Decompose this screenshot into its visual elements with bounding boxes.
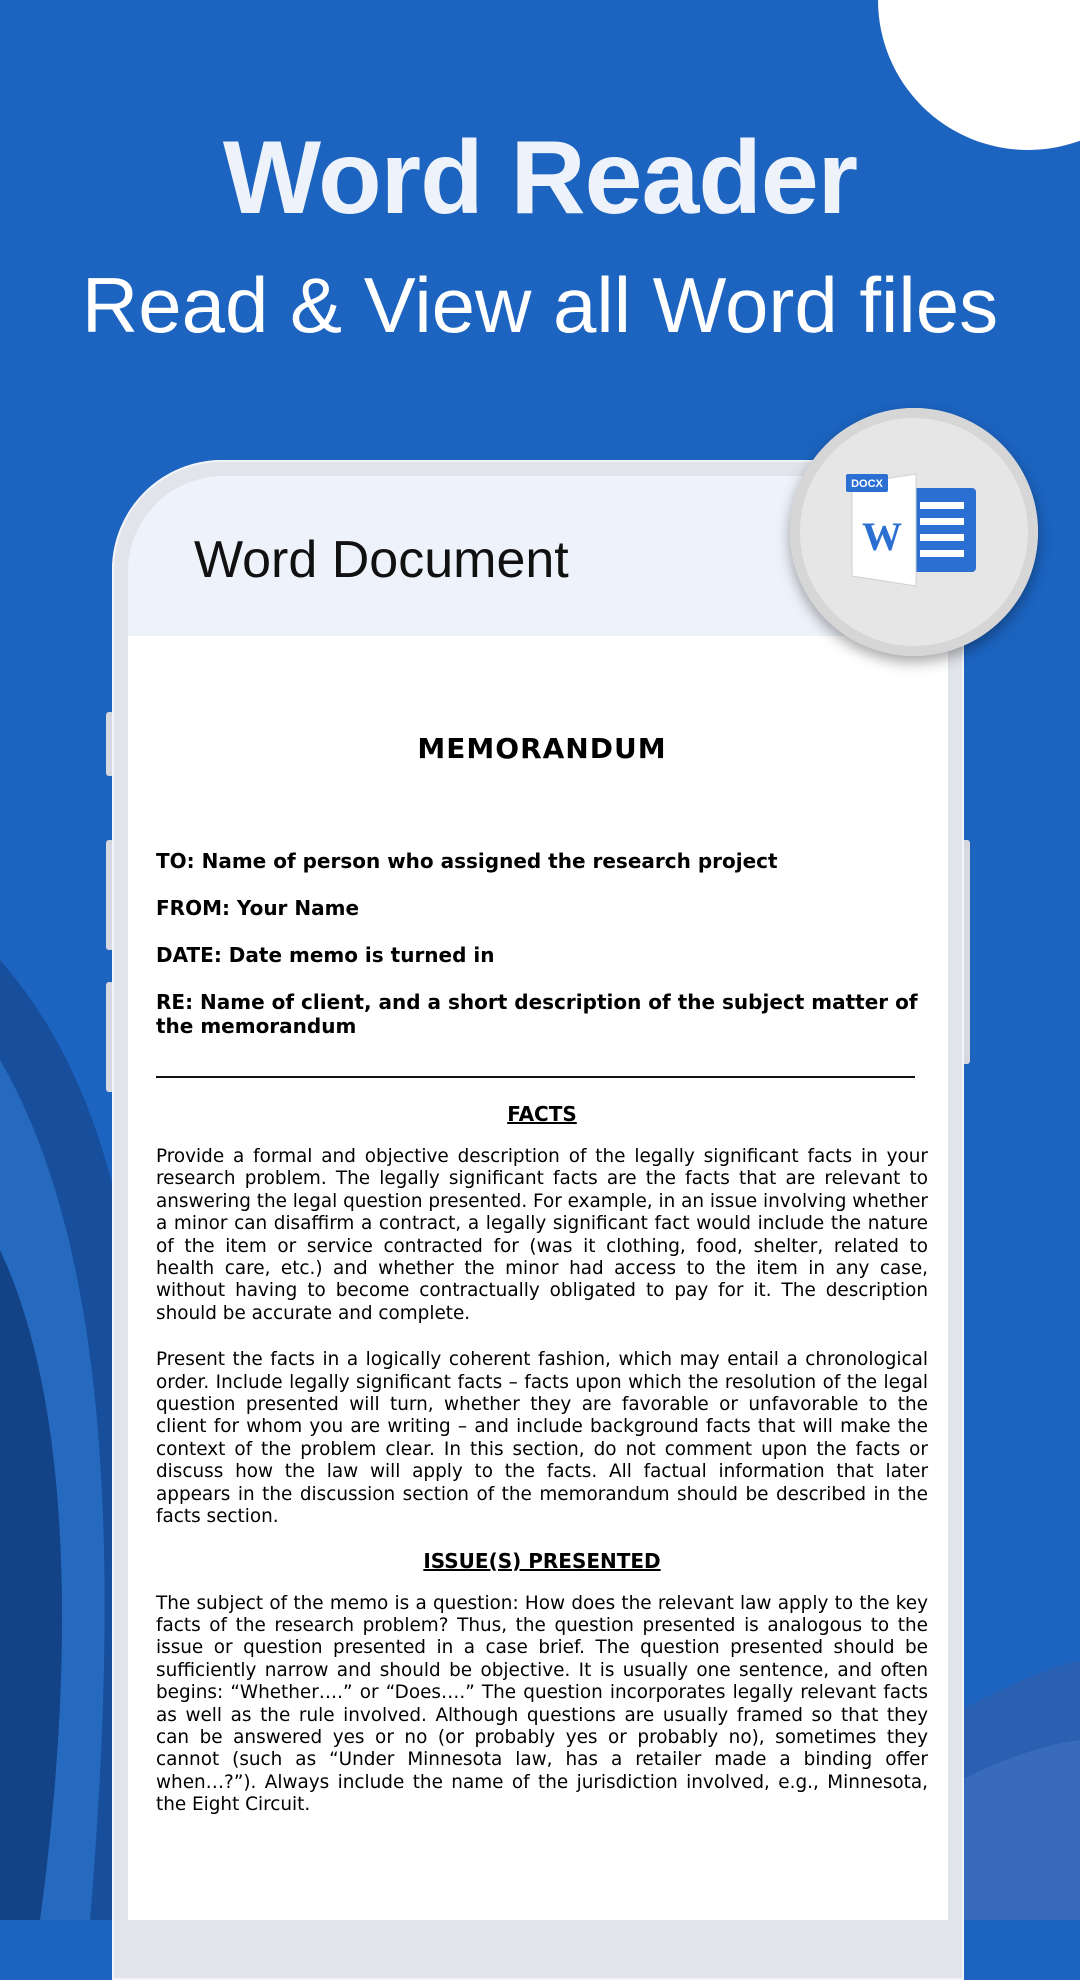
document-title: MEMORANDUM [417,732,667,765]
memo-date-field: DATE: Date memo is turned in [156,943,495,967]
facts-paragraph: Provide a formal and objective description of the legally significant facts in your research problem. The legally significant facts are the facts that are relevant to answering the legal question presented. For example, in an issue involving whether a minor can disaffirm a contract, a legally significant fact would include the nature of the item or service contracted for (was it clothing, food, shelter, related to health care, etc.) and whether the minor had access to the item in any case, without having to become contractually obligated to pay for it. The description should be accurate and complete. [156,1146,928,1324]
issues-paragraph: The subject of the memo is a question: How does the relevant law apply to the key facts of the research problem? Thus, the question presented is analogous to the issue or question presented in a case brief. The question presented should be sufficiently narrow and should be objective. It is usually one sentence, and often begins: “Whether….” or “Does….” The question incorporates legally relevant facts as well as the rule involved. Although questions are usually framed so that they can be answered yes or no (or probably yes or probably no), sometimes they cannot (such as “Under Minnesota law, has a retailer made a binding offer when…?”). Always include the name of the jurisdiction involved, e.g., Minnesota, the Eight Circuit. [156,1592,928,1816]
banner-headline: Word Reader [222,120,858,236]
memo-from-field: FROM: Your Name [156,896,360,920]
facts-paragraph: Present the facts in a logically coherent fashion, which may entail a chronological order. Include legally significant facts – facts upon which the resolution of the legal question presented will turn, whether they are favorable or unfavorable to the client for whom you are writing – and include background facts that will make the context of the problem clear. In this section, do not comment upon the facts or discuss how the law will apply to the facts. All factual information that later appears in the discussion section of the memorandum should be described in the facts section. [156,1349,928,1528]
app-title: Word Document [194,531,569,589]
memo-re-field: RE: Name of client, and a short description of the subject matter of the memorandum [156,990,918,1038]
docx-badge-label: DOCX [851,478,883,490]
docx-file-icon [846,470,982,590]
docx-file-badge [790,408,1038,656]
facts-heading: FACTS [507,1102,577,1126]
phone-screen [128,476,948,1920]
horizontal-rule [156,1076,915,1078]
banner-subheadline: Read & View all Word files [81,261,999,349]
memo-to-field: TO: Name of person who assigned the research project [156,849,778,873]
issues-heading: ISSUE(S) PRESENTED [423,1548,661,1573]
document-view[interactable] [156,731,928,1841]
word-letter-icon: W [862,514,902,559]
